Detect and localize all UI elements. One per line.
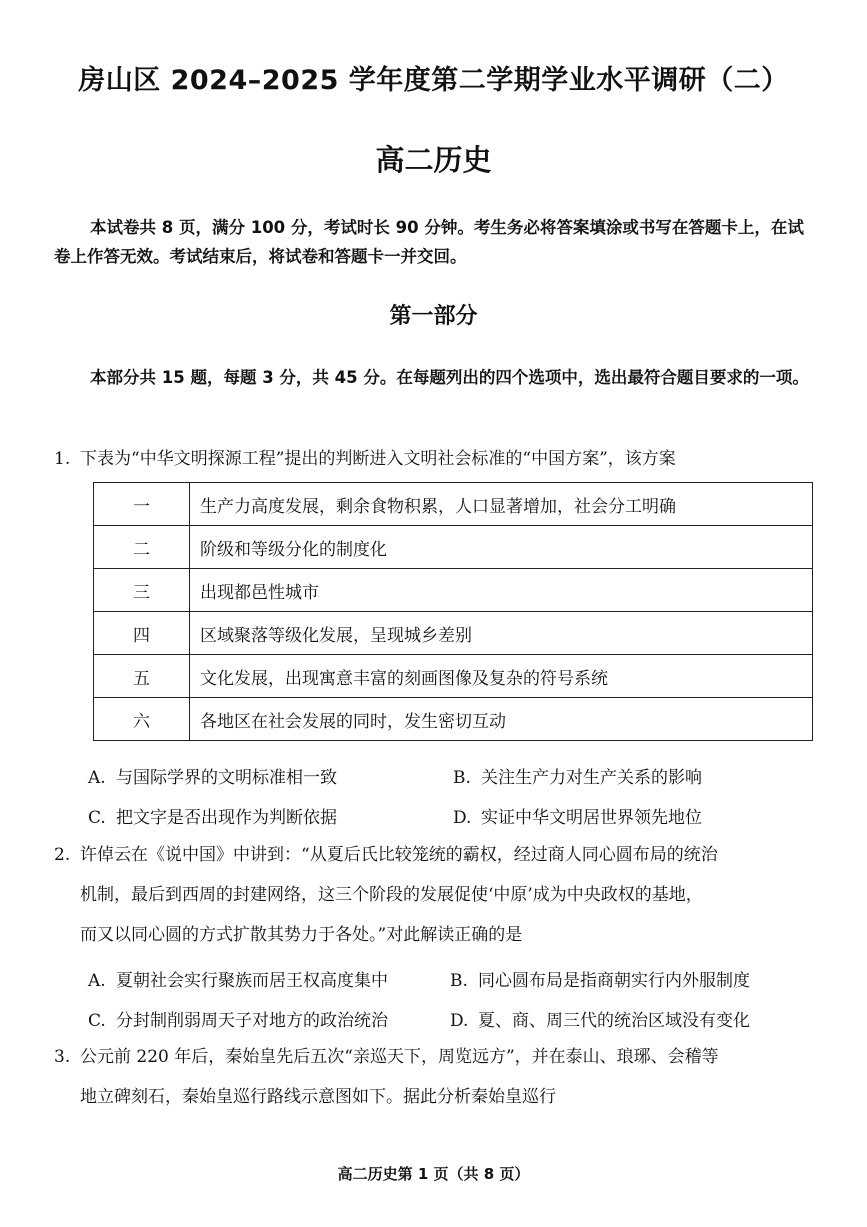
page-footer: 高二历史第 1 页（共 8 页）: [337, 1165, 530, 1183]
question-text: 下表为“中华文明探源工程”提出的判断进入文明社会标准的“中国方案”，该方案: [80, 449, 676, 469]
table-cell-index: 二: [94, 526, 190, 569]
question-number: 3.: [54, 1047, 71, 1067]
question-text-line: 地立碑刻石，秦始皇巡行路线示意图如下。据此分析秦始皇巡行: [80, 1087, 556, 1107]
question-text-line: 许倬云在《说中国》中讲到：“从夏后氏比较笼统的霸权，经过商人同心圆布局的统治: [80, 845, 718, 865]
question-2-stem: [54, 835, 814, 955]
question-text-line: 公元前 220 年后，秦始皇先后五次“亲巡天下，周览远方”，并在泰山、琅琊、会稽等: [80, 1047, 719, 1067]
table-cell-index: 三: [94, 569, 190, 612]
table-cell-index: 六: [94, 698, 190, 741]
option-b[interactable]: B. 关注生产力对生产关系的影响: [453, 768, 702, 788]
question-text-line: 而又以同心圆的方式扩散其势力于各处。”对此解读正确的是: [80, 925, 523, 945]
part-title: 第一部分: [389, 304, 478, 329]
part-intro: 本部分共 15 题，每题 3 分，共 45 分。在每题列出的四个选项中，选出最符合题目要求的一项。: [90, 368, 809, 387]
table-cell-index: 五: [94, 655, 190, 698]
table-cell-text: 生产力高度发展，剩余食物积累，人口显著增加，社会分工明确: [190, 483, 813, 526]
table-cell-text: 各地区在社会发展的同时，发生密切互动: [190, 698, 813, 741]
option-c[interactable]: C. 把文字是否出现作为判断依据: [88, 808, 337, 828]
exam-instructions: 本试卷共 8 页，满分 100 分，考试时长 90 分钟。考生务必将答案填涂或书写在答题卡上，在试卷上作答无效。考试结束后，将试卷和答题卡一并交回。: [54, 218, 804, 266]
option-d[interactable]: D. 夏、商、周三代的统治区域没有变化: [450, 1011, 750, 1031]
table-cell-text: 区域聚落等级化发展，呈现城乡差别: [190, 612, 813, 655]
table-cell-text: 文化发展，出现寓意丰富的刻画图像及复杂的符号系统: [190, 655, 813, 698]
option-c[interactable]: C. 分封制削弱周天子对地方的政治统治: [88, 1011, 388, 1031]
question-1-stem: [54, 439, 814, 479]
question-number: 2.: [54, 845, 71, 865]
table-row: [94, 698, 813, 741]
subject-title: 高二历史: [375, 143, 492, 177]
option-a[interactable]: A. 夏朝社会实行聚族而居王权高度集中: [88, 971, 388, 991]
table-row: [94, 483, 813, 526]
table-cell-text: 出现都邑性城市: [190, 569, 813, 612]
question-text-line: 机制，最后到西周的封建网络，这三个阶段的发展促使‘中原’成为中央政权的基地，: [80, 885, 703, 905]
option-d[interactable]: D. 实证中华文明居世界领先地位: [453, 808, 702, 828]
question-3-stem: [54, 1037, 814, 1117]
table-row: [94, 569, 813, 612]
question-number: 1.: [54, 449, 71, 469]
exam-title: 房山区 2024–2025 学年度第二学期学业水平调研（二）: [78, 65, 789, 96]
option-b[interactable]: B. 同心圆布局是指商朝实行内外服制度: [450, 971, 750, 991]
table-cell-text: 阶级和等级分化的制度化: [190, 526, 813, 569]
table-cell-index: 四: [94, 612, 190, 655]
table-row: [94, 655, 813, 698]
table-cell-index: 一: [94, 483, 190, 526]
table-row: [94, 612, 813, 655]
table-row: [94, 526, 813, 569]
civilization-criteria-table: [93, 482, 813, 741]
option-a[interactable]: A. 与国际学界的文明标准相一致: [88, 768, 337, 788]
